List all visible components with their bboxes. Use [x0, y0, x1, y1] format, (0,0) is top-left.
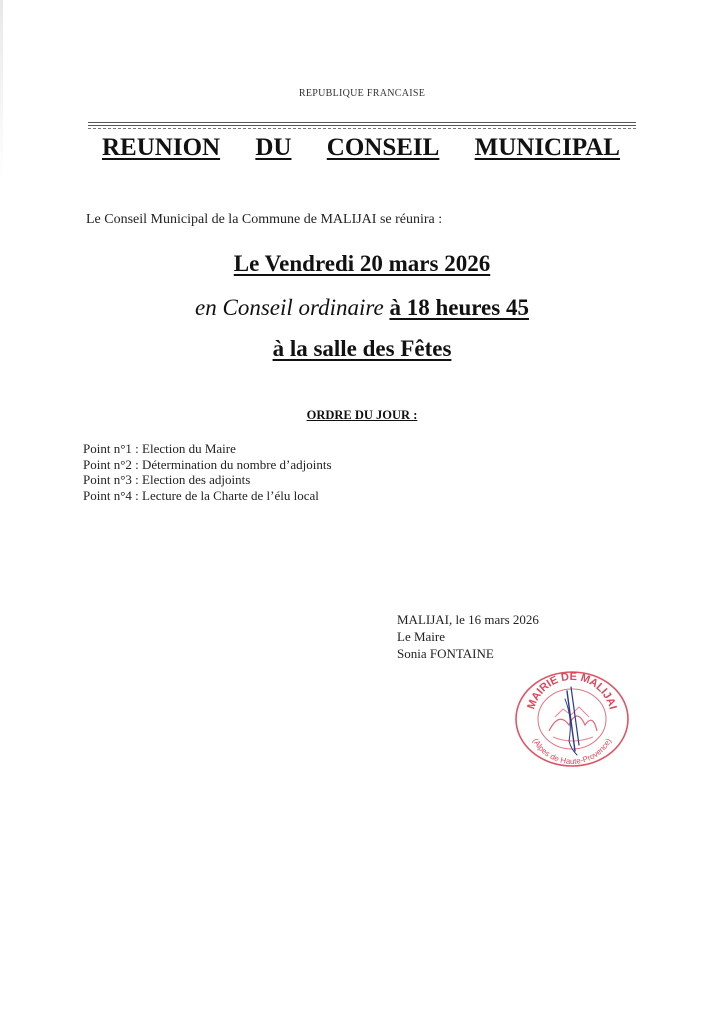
handwritten-signature-icon: [565, 687, 579, 755]
session-type: Conseil ordinaire: [222, 295, 384, 320]
header-rule: [88, 128, 636, 129]
agenda-item: Point n°2 : Détermination du nombre d’adjoints: [83, 456, 332, 472]
title-word: REUNION: [102, 134, 221, 161]
agenda-heading: ORDRE DU JOUR :: [306, 408, 418, 422]
signature-block: [397, 611, 539, 662]
document-title: [102, 134, 620, 162]
title-word: CONSEIL: [326, 134, 440, 161]
header-rule: [88, 122, 636, 123]
meeting-date: Le Vendredi 20 mars 2026: [233, 251, 491, 276]
town-hall-stamp: [513, 669, 631, 769]
title-word: MUNICIPAL: [474, 134, 620, 161]
place-date: MALIJAI, le 16 mars 2026: [397, 612, 539, 627]
agenda-item: Point n°4 : Lecture de la Charte de l’élu local: [83, 487, 319, 503]
signer-role: Le Maire: [397, 629, 446, 644]
session-prefix: en: [195, 295, 217, 320]
header-rule: [88, 125, 636, 126]
stamp-bottom-text: (Alpes de Haute-Provence): [530, 736, 614, 767]
meeting-location: à la salle des Fêtes: [272, 336, 452, 361]
agenda-item: Point n°3 : Election des adjoints: [83, 472, 251, 487]
meeting-time: à 18 heures 45: [389, 295, 529, 320]
agenda-item: Point n°1 : Election du Maire: [83, 441, 236, 456]
stamp-top-text: MAIRIE DE MALIJAI: [525, 670, 619, 711]
title-word: DU: [255, 134, 292, 161]
intro-text: Le Conseil Municipal de la Commune de MALIJAI se réunira :: [86, 212, 443, 227]
signer-name: Sonia FONTAINE: [397, 646, 494, 661]
republic-header: REPUBLIQUE FRANCAISE: [298, 88, 426, 99]
session-line: [0, 295, 724, 321]
stamp-seal-icon: [516, 672, 628, 766]
agenda-list: [83, 441, 332, 503]
